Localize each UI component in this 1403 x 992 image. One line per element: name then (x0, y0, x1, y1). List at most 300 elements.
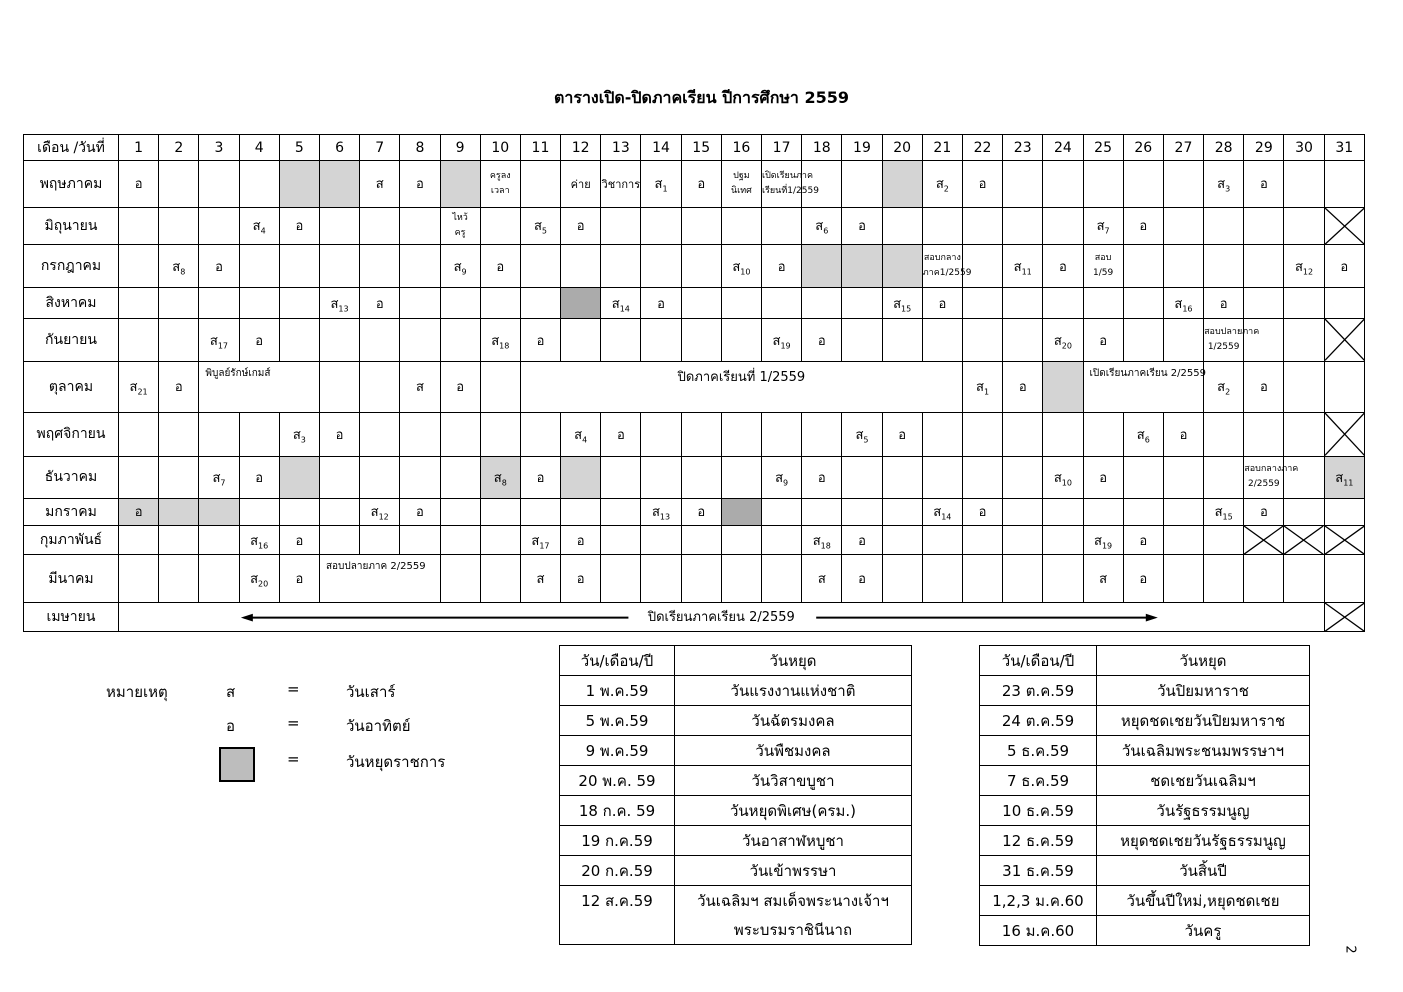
holiday-date: 20 พ.ค. 59 (560, 766, 675, 796)
holiday-date: 12 ส.ค.59 (560, 886, 675, 916)
not-applicable-cross-icon (1325, 526, 1364, 554)
nonexistent-day-cell (1324, 526, 1364, 555)
day-cell (400, 526, 440, 555)
day-cell (641, 207, 681, 244)
day-cell (159, 319, 199, 361)
day-cell (1003, 498, 1043, 525)
legend-meaning-holiday: วันหยุดราชการ (346, 753, 446, 771)
not-applicable-cross-icon (1244, 526, 1283, 554)
legend-eq-holiday: = (287, 750, 300, 768)
day-cell: ส$_1$ (641, 161, 681, 207)
span-semester-break-2 (119, 602, 1325, 631)
day-cell: สอบกลาง ภาค1/2559 (922, 244, 962, 287)
day-cell (1284, 288, 1324, 319)
day-cell (400, 288, 440, 319)
day-cell (842, 498, 882, 525)
day-cell: อ (1324, 244, 1364, 287)
day-header: 3 (199, 135, 239, 161)
day-cell (1284, 319, 1324, 361)
day-cell (1204, 526, 1244, 555)
day-header: 22 (962, 135, 1002, 161)
day-cell: ส$_{10}$ (1043, 456, 1083, 498)
day-cell (641, 413, 681, 456)
month-label: กุมภาพันธ์ (24, 526, 119, 555)
holiday-cell (279, 161, 319, 207)
day-cell: อ (762, 244, 802, 287)
holiday-date: 20 ก.ค.59 (560, 856, 675, 886)
day-cell: ส$_9$ (440, 244, 480, 287)
day-cell (1003, 161, 1043, 207)
day-cell (721, 207, 761, 244)
day-cell (1123, 288, 1163, 319)
holiday-cell (561, 288, 601, 319)
day-header: 27 (1163, 135, 1203, 161)
holiday-date: 9 พ.ค.59 (560, 736, 675, 766)
day-cell: ส$_{19}$ (1083, 526, 1123, 555)
holiday-date: 7 ธ.ค.59 (980, 766, 1097, 796)
day-header: 30 (1284, 135, 1324, 161)
day-cell (681, 456, 721, 498)
not-applicable-cross-icon (1325, 319, 1364, 360)
day-cell (400, 456, 440, 498)
day-cell (1043, 413, 1083, 456)
day-cell: อ (1204, 288, 1244, 319)
day-header: 5 (279, 135, 319, 161)
legend-eq-sun: = (287, 714, 300, 732)
day-cell (601, 555, 641, 602)
day-cell: อ (1043, 244, 1083, 287)
day-cell (1204, 555, 1244, 602)
day-header: 31 (1324, 135, 1364, 161)
holiday-date: 31 ธ.ค.59 (980, 856, 1097, 886)
day-cell (922, 456, 962, 498)
day-cell: อ (440, 361, 480, 412)
page-title: ตารางเปิด-ปิดภาคเรียน ปีการศึกษา 2559 (553, 88, 850, 107)
day-cell (119, 288, 159, 319)
legend-meaning-sun: วันอาทิตย์ (346, 717, 411, 735)
day-cell (1123, 498, 1163, 525)
day-cell (119, 319, 159, 361)
day-cell (159, 555, 199, 602)
day-cell: ส$_{16}$ (239, 526, 279, 555)
day-cell (199, 161, 239, 207)
day-cell: อ (520, 319, 560, 361)
day-cell: อ (1003, 361, 1043, 412)
day-cell: ส$_{18}$ (480, 319, 520, 361)
day-cell (721, 288, 761, 319)
day-cell: ส (360, 161, 400, 207)
month-label: ตุลาคม (24, 361, 119, 412)
day-cell (319, 498, 359, 525)
holiday-name: วันครู (1097, 916, 1310, 946)
holiday-name: วันเข้าพรรษา (675, 856, 912, 886)
day-cell: ส$_4$ (239, 207, 279, 244)
day-header: 23 (1003, 135, 1043, 161)
day-cell (159, 161, 199, 207)
holiday-date: 18 ก.ค. 59 (560, 796, 675, 826)
nonexistent-day-cell (1324, 319, 1364, 361)
day-cell (400, 319, 440, 361)
day-cell: อ (239, 319, 279, 361)
day-cell (561, 244, 601, 287)
span-semester-break: ปิดภาคเรียนที่ 1/2559 (520, 361, 962, 412)
day-cell (1123, 161, 1163, 207)
day-cell (681, 526, 721, 555)
day-cell (319, 207, 359, 244)
day-cell (762, 288, 802, 319)
holiday-table-left (559, 645, 912, 945)
day-cell (1043, 288, 1083, 319)
day-cell (882, 456, 922, 498)
day-header: 13 (601, 135, 641, 161)
day-cell: ส$_{20}$ (1043, 319, 1083, 361)
day-cell (440, 456, 480, 498)
day-cell (882, 555, 922, 602)
day-cell (1324, 498, 1364, 525)
holiday-table-header: วันหยุด (1097, 646, 1310, 676)
day-cell: อ (802, 456, 842, 498)
day-header: 16 (721, 135, 761, 161)
day-cell (119, 456, 159, 498)
day-cell: อ (1123, 555, 1163, 602)
day-cell (1284, 498, 1324, 525)
day-cell (1163, 498, 1203, 525)
day-cell (520, 161, 560, 207)
day-cell (360, 207, 400, 244)
day-cell: อ (1244, 498, 1284, 525)
holiday-table-header: วัน/เดือน/ปี (560, 646, 675, 676)
day-cell: สอบ 1/59 (1083, 244, 1123, 287)
holiday-name: พระบรมราชินีนาถ (675, 915, 912, 945)
day-cell (1284, 456, 1324, 498)
holiday-cell (319, 161, 359, 207)
day-cell: อ (882, 413, 922, 456)
day-cell: ส$_{16}$ (1163, 288, 1203, 319)
day-cell: ส$_3$ (1204, 161, 1244, 207)
month-label: มกราคม (24, 498, 119, 525)
day-cell: อ (1083, 456, 1123, 498)
day-header: 21 (922, 135, 962, 161)
day-cell (882, 526, 922, 555)
day-cell: ส$_{19}$ (762, 319, 802, 361)
day-cell (681, 244, 721, 287)
day-cell: อ (1244, 161, 1284, 207)
day-cell: ส$_{13}$ (319, 288, 359, 319)
day-cell (1163, 526, 1203, 555)
holiday-cell: อ (119, 498, 159, 525)
day-cell: สอบกลางภาค 2/2559 (1244, 456, 1284, 498)
holiday-date: 24 ต.ค.59 (980, 706, 1097, 736)
day-header: 29 (1244, 135, 1284, 161)
day-header: 28 (1204, 135, 1244, 161)
day-cell (1244, 413, 1284, 456)
day-cell: อ (319, 413, 359, 456)
day-cell (1163, 456, 1203, 498)
holiday-table-header: วัน/เดือน/ปี (980, 646, 1097, 676)
day-header: 15 (681, 135, 721, 161)
day-header: 7 (360, 135, 400, 161)
day-cell (1324, 555, 1364, 602)
day-cell (199, 207, 239, 244)
day-cell: อ (279, 555, 319, 602)
day-header: 17 (762, 135, 802, 161)
day-header: 4 (239, 135, 279, 161)
day-cell (360, 526, 400, 555)
day-cell: อ (520, 456, 560, 498)
day-cell (561, 498, 601, 525)
day-cell (882, 498, 922, 525)
day-cell: ส$_{10}$ (721, 244, 761, 287)
day-cell: ส$_{17}$ (199, 319, 239, 361)
legend-meaning-sat: วันเสาร์ (346, 683, 396, 701)
span-final-exam: สอบปลายภาค 2/2559 (319, 555, 440, 602)
day-cell (762, 498, 802, 525)
day-cell (1003, 526, 1043, 555)
day-cell (1163, 319, 1203, 361)
holiday-date: 1,2,3 ม.ค.60 (980, 886, 1097, 916)
day-cell (922, 207, 962, 244)
month-label: พฤศจิกายน (24, 413, 119, 456)
day-cell (762, 526, 802, 555)
holiday-date: 5 พ.ค.59 (560, 706, 675, 736)
day-cell (802, 413, 842, 456)
month-label: กรกฎาคม (24, 244, 119, 287)
day-cell: อ (1123, 207, 1163, 244)
day-cell: ส$_{12}$ (1284, 244, 1324, 287)
day-cell (520, 498, 560, 525)
day-cell (199, 555, 239, 602)
day-cell (1003, 413, 1043, 456)
not-applicable-cross-icon (1325, 603, 1364, 631)
day-cell (601, 319, 641, 361)
holiday-name: วันขึ้นปีใหม่,หยุดชดเชย (1097, 886, 1310, 916)
day-cell: อ (1163, 413, 1203, 456)
day-cell: อ (1123, 526, 1163, 555)
day-cell (1123, 319, 1163, 361)
day-cell (922, 413, 962, 456)
nonexistent-day-cell (1284, 526, 1324, 555)
holiday-date: 16 ม.ค.60 (980, 916, 1097, 946)
month-label: กันยายน (24, 319, 119, 361)
page-number: 2 (1342, 945, 1358, 954)
day-cell (360, 413, 400, 456)
holiday-name: วันพืชมงคล (675, 736, 912, 766)
day-cell (1003, 207, 1043, 244)
day-cell (1043, 207, 1083, 244)
day-cell (842, 161, 882, 207)
day-cell (159, 413, 199, 456)
academic-calendar-table (23, 134, 1365, 632)
day-cell: เปิดเรียนภาค เรียนที่1/2559 (762, 161, 802, 207)
day-cell (119, 526, 159, 555)
day-cell (1324, 361, 1364, 412)
day-cell (1003, 319, 1043, 361)
day-cell (681, 555, 721, 602)
day-cell (681, 413, 721, 456)
day-cell (1043, 161, 1083, 207)
day-header: 26 (1123, 135, 1163, 161)
day-cell: อ (1244, 361, 1284, 412)
day-cell: ส$_{15}$ (882, 288, 922, 319)
day-cell (239, 498, 279, 525)
span-semester-open: เปิดเรียนภาคเรียน 2/2559 (1083, 361, 1204, 412)
day-cell (440, 288, 480, 319)
day-cell (762, 555, 802, 602)
day-header: 19 (842, 135, 882, 161)
day-header: 24 (1043, 135, 1083, 161)
legend-symbol-sat: ส (226, 683, 236, 701)
day-cell: ส$_6$ (1123, 413, 1163, 456)
day-cell: อ (641, 288, 681, 319)
day-cell: ส (802, 555, 842, 602)
holiday-cell (159, 498, 199, 525)
day-header: 12 (561, 135, 601, 161)
day-cell: อ (681, 498, 721, 525)
day-cell (1083, 161, 1123, 207)
legend-symbol-sun: อ (226, 717, 236, 735)
day-header: 11 (520, 135, 560, 161)
holiday-date (560, 915, 675, 945)
day-header: 20 (882, 135, 922, 161)
day-cell: ส$_{15}$ (1204, 498, 1244, 525)
day-cell (641, 526, 681, 555)
day-cell (601, 456, 641, 498)
not-applicable-cross-icon (1284, 526, 1323, 554)
day-cell (440, 498, 480, 525)
holiday-name: วันรัฐธรรมนูญ (1097, 796, 1310, 826)
legend-holiday-swatch (219, 747, 255, 782)
day-cell (119, 413, 159, 456)
holiday-cell (440, 161, 480, 207)
day-cell: ส$_{11}$ (1003, 244, 1043, 287)
month-label: ธันวาคม (24, 456, 119, 498)
day-cell (360, 319, 400, 361)
nonexistent-day-cell (1244, 526, 1284, 555)
nonexistent-day-cell (1324, 207, 1364, 244)
day-cell: ส (520, 555, 560, 602)
day-cell (360, 456, 400, 498)
day-cell (721, 319, 761, 361)
holiday-cell: ส$_{11}$ (1324, 456, 1364, 498)
day-cell: ส$_6$ (802, 207, 842, 244)
day-cell (842, 319, 882, 361)
day-cell (480, 498, 520, 525)
holiday-name: วันแรงงานแห่งชาติ (675, 676, 912, 706)
day-cell (440, 413, 480, 456)
day-cell (119, 207, 159, 244)
day-cell: ส$_{13}$ (641, 498, 681, 525)
holiday-table-header: วันหยุด (675, 646, 912, 676)
day-cell (1123, 456, 1163, 498)
day-cell: ไหว้ ครู (440, 207, 480, 244)
day-cell (279, 498, 319, 525)
day-cell (319, 244, 359, 287)
holiday-date: 12 ธ.ค.59 (980, 826, 1097, 856)
day-cell (199, 526, 239, 555)
day-header: 18 (802, 135, 842, 161)
day-cell (1244, 244, 1284, 287)
day-cell (480, 413, 520, 456)
day-cell: ส$_1$ (962, 361, 1002, 412)
day-cell (721, 526, 761, 555)
day-cell: อ (561, 207, 601, 244)
day-cell (1083, 498, 1123, 525)
holiday-name: หยุดชดเชยวันปิยมหาราช (1097, 706, 1310, 736)
holiday-cell (199, 498, 239, 525)
day-cell: อ (400, 161, 440, 207)
month-label: สิงหาคม (24, 288, 119, 319)
day-cell (762, 413, 802, 456)
day-cell (480, 361, 520, 412)
day-cell (842, 456, 882, 498)
day-cell: อ (842, 207, 882, 244)
day-cell (279, 319, 319, 361)
day-cell: อ (400, 498, 440, 525)
day-cell (962, 319, 1002, 361)
day-cell (239, 161, 279, 207)
day-cell (561, 319, 601, 361)
day-cell: ส (400, 361, 440, 412)
holiday-name: วันเฉลิมพระชนมพรรษาฯ (1097, 736, 1310, 766)
day-cell: อ (199, 244, 239, 287)
day-cell (922, 555, 962, 602)
day-cell (440, 555, 480, 602)
day-cell (1284, 207, 1324, 244)
day-cell (962, 413, 1002, 456)
day-cell (922, 319, 962, 361)
day-cell: อ (119, 161, 159, 207)
nonexistent-day-cell (1324, 602, 1364, 631)
day-cell (962, 555, 1002, 602)
day-cell: อ (681, 161, 721, 207)
day-cell: ส$_8$ (159, 244, 199, 287)
day-cell (641, 456, 681, 498)
day-cell: วิชาการ (601, 161, 641, 207)
day-cell: อ (561, 526, 601, 555)
day-cell (1003, 555, 1043, 602)
day-cell (199, 288, 239, 319)
holiday-cell (882, 161, 922, 207)
day-cell (400, 244, 440, 287)
day-cell: อ (842, 555, 882, 602)
day-cell (1244, 207, 1284, 244)
day-cell: ครูลง เวลา (480, 161, 520, 207)
day-cell: ส$_{17}$ (520, 526, 560, 555)
day-cell (480, 526, 520, 555)
day-cell (882, 319, 922, 361)
legend-title: หมายเหตุ (106, 683, 168, 701)
legend-eq-sat: = (287, 680, 300, 698)
day-cell: ปฐม นิเทศ (721, 161, 761, 207)
day-cell (159, 288, 199, 319)
day-cell (721, 456, 761, 498)
day-cell (480, 288, 520, 319)
day-cell (1284, 161, 1324, 207)
day-header: 9 (440, 135, 480, 161)
day-cell: ส$_3$ (279, 413, 319, 456)
day-cell (319, 319, 359, 361)
holiday-cell (802, 244, 842, 287)
not-applicable-cross-icon (1325, 208, 1364, 244)
holiday-cell (561, 456, 601, 498)
holiday-date: 23 ต.ค.59 (980, 676, 1097, 706)
day-cell (1284, 361, 1324, 412)
day-cell (1163, 207, 1203, 244)
day-cell: ส$_{14}$ (922, 498, 962, 525)
day-cell: ส$_9$ (762, 456, 802, 498)
day-cell (159, 526, 199, 555)
day-header: 6 (319, 135, 359, 161)
